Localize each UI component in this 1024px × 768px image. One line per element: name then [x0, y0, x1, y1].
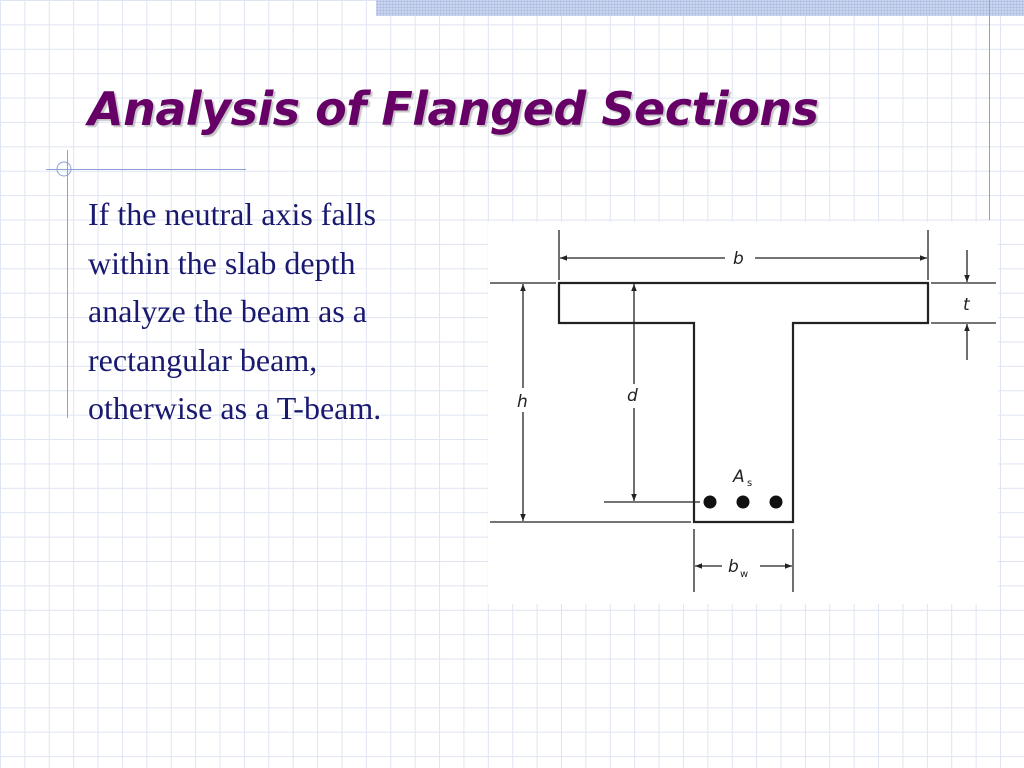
h-label: h: [517, 392, 528, 412]
corner-circle-ornament: [50, 154, 80, 184]
body-line: rectangular beam,: [88, 341, 318, 378]
top-decorative-band: [376, 0, 1024, 16]
t-label: t: [963, 295, 970, 315]
body-line: analyze the beam as a: [88, 293, 367, 329]
t-beam-svg: [488, 222, 998, 604]
left-decorative-rule: [67, 150, 68, 418]
slide-body-text: [88, 190, 488, 433]
rebar-dot: [704, 496, 717, 509]
body-line: otherwise as a T-beam.: [88, 390, 382, 426]
rebar-dot: [737, 496, 750, 509]
as-subscript: s: [747, 478, 753, 489]
b-label: b: [733, 249, 744, 269]
d-label: d: [627, 386, 638, 406]
rebar-dot: [770, 496, 783, 509]
body-line: If the neutral axis falls: [88, 196, 376, 232]
bw-subscript: w: [740, 569, 749, 580]
as-label: A: [733, 467, 745, 487]
bw-label: b: [728, 557, 739, 577]
t-beam-diagram: [488, 222, 998, 604]
right-decorative-rule: [989, 0, 990, 220]
body-line: within the slab depth: [88, 244, 356, 281]
slide-title: Analysis of Flanged Sections: [88, 82, 819, 136]
